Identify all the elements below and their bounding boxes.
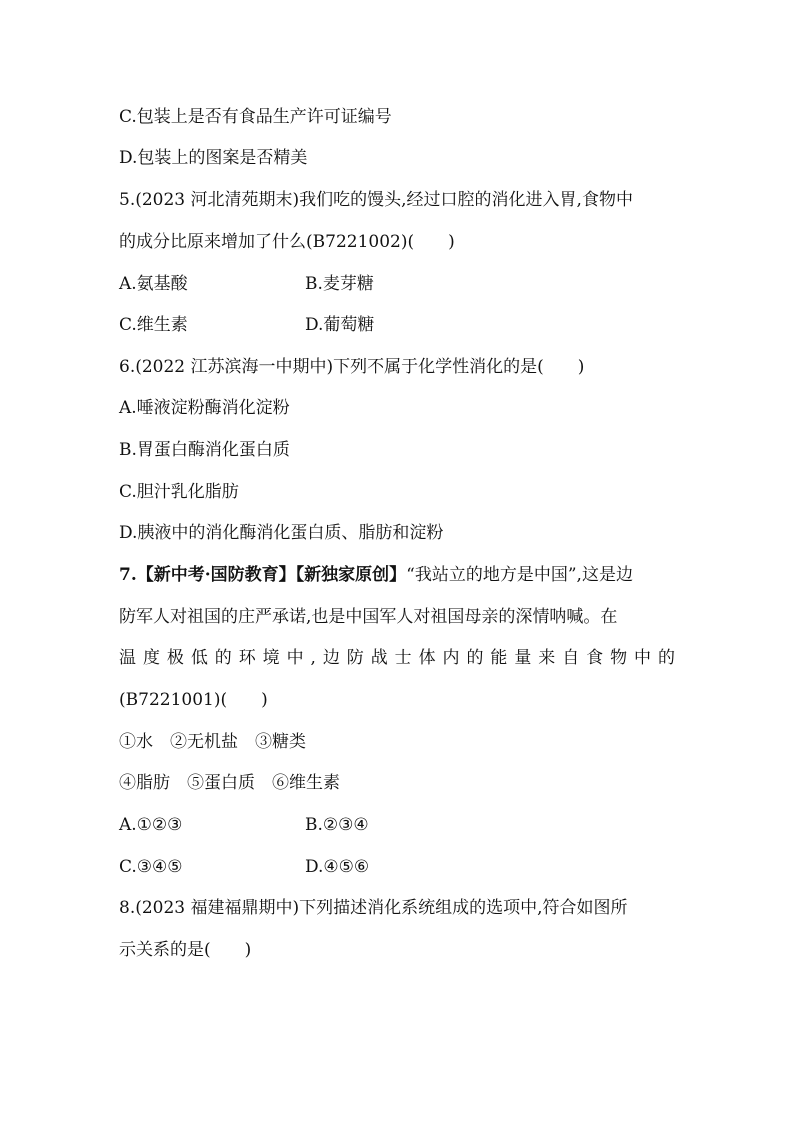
q7-tag-defense: 【新中考·国防教育】	[136, 565, 296, 585]
q6-option-d: D.胰液中的消化酶消化蛋白质、脂肪和淀粉	[119, 523, 444, 543]
q7-stem-text: “我站立的地方是中国”,这是边	[406, 565, 633, 585]
q7-stem-line3: 温度极低的环境中,边防战士体内的能量来自食物中的	[119, 648, 682, 668]
q5-option-c: C.维生素	[119, 315, 188, 335]
q7-stem-line1	[119, 567, 633, 584]
q8-stem-line1: 8.(2023 福建福鼎期中)下列描述消化系统组成的选项中,符合如图所	[119, 898, 628, 918]
q5-stem-line2: 的成分比原来增加了什么(B7221002)( )	[119, 232, 455, 252]
q4-option-c: C.包装上是否有食品生产许可证编号	[119, 107, 392, 127]
q5-option-b: B.麦芽糖	[305, 274, 374, 294]
q7-number: 7.	[119, 565, 137, 585]
q7-option-d: D.④⑤⑥	[305, 857, 370, 877]
q6-option-b: B.胃蛋白酶消化蛋白质	[119, 440, 290, 460]
q7-choices-line1: ①水 ②无机盐 ③糖类	[119, 732, 306, 752]
q6-option-c: C.胆汁乳化脂肪	[119, 482, 239, 502]
q6-stem: 6.(2022 江苏滨海一中期中)下列不属于化学性消化的是( )	[119, 357, 585, 377]
q8-stem-line2: 示关系的是( )	[119, 940, 252, 960]
q6-option-a: A.唾液淀粉酶消化淀粉	[119, 398, 290, 418]
q7-option-a: A.①②③	[119, 815, 183, 835]
q7-tag-original: 【新独家原创】	[295, 565, 407, 585]
q7-option-b: B.②③④	[305, 815, 369, 835]
q5-option-a: A.氨基酸	[119, 274, 188, 294]
q5-option-d: D.葡萄糖	[305, 315, 375, 335]
q4-option-d: D.包装上的图案是否精美	[119, 148, 308, 168]
q5-stem-line1: 5.(2023 河北清苑期末)我们吃的馒头,经过口腔的消化进入胃,食物中	[119, 190, 633, 210]
q7-option-c: C.③④⑤	[119, 857, 183, 877]
q7-stem-line2: 防军人对祖国的庄严承诺,也是中国军人对祖国母亲的深情呐喊。在	[119, 607, 618, 627]
q7-stem-line4: (B7221001)( )	[119, 690, 268, 710]
q7-choices-line2: ④脂肪 ⑤蛋白质 ⑥维生素	[119, 773, 340, 793]
